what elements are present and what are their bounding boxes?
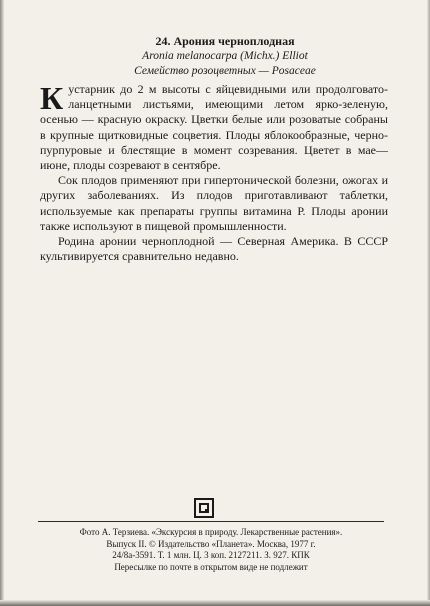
paragraph-description-text: устарник до 2 м высоты с яйцевидными или продолговато-ланцетными листьями, имеющими летом ярко-зеленую, осенью — красную окраску. Цветки белые или розоватые собраны в крупные щитковидные соцветия. Плоды яблокообразные, черно-пурпуровые и блестящие в момент созревания. Цветет в мае—июне, плоды созревают в сентябре. — [40, 82, 388, 173]
plant-family: Семейство розоцветных — Posaceae — [134, 65, 316, 77]
paragraph-uses: Сок плодов применяют при гипертонической болезни, ожогах и других заболеваниях. Из плодов приготавливают таблетки, используемые как препараты группы витамина Р. Плоды аронии также используют в пищевой промышленности. — [40, 173, 388, 233]
publisher-logo-inner — [199, 503, 209, 513]
credits-line-1: Фото А. Терзиева. «Экскурсия в природу. Лекарственные растения». — [79, 527, 343, 537]
description-text — [40, 82, 388, 264]
publication-credits — [40, 527, 382, 573]
card-edge-bottom — [0, 600, 430, 606]
plant-title: 24. Арония черноплодная — [155, 34, 295, 48]
divider-line — [38, 521, 384, 522]
card-edge-left — [0, 0, 4, 606]
drop-cap: К — [40, 80, 64, 116]
plant-header — [100, 34, 350, 79]
paragraph-description — [40, 82, 388, 173]
publisher-logo-dot — [205, 509, 207, 511]
credits-line-2: Выпуск II. © Издательство «Планета». Москва, 1977 г. — [106, 538, 316, 549]
credits-line-3: 24/8а-3591. Т. 1 млн. Ц. 3 коп. 2127211. З. 927. КПК — [112, 550, 310, 560]
paragraph-origin: Родина аронии черноплодной — Северная Америка. В СССР культивируется сравнительно недавно. — [40, 234, 388, 264]
latin-name: Aronia melanocarpa (Michx.) Elliot — [142, 50, 308, 62]
publisher-logo — [194, 498, 214, 518]
credits-line-4: Пересылке по почте в открытом виде не подлежит — [114, 561, 308, 572]
